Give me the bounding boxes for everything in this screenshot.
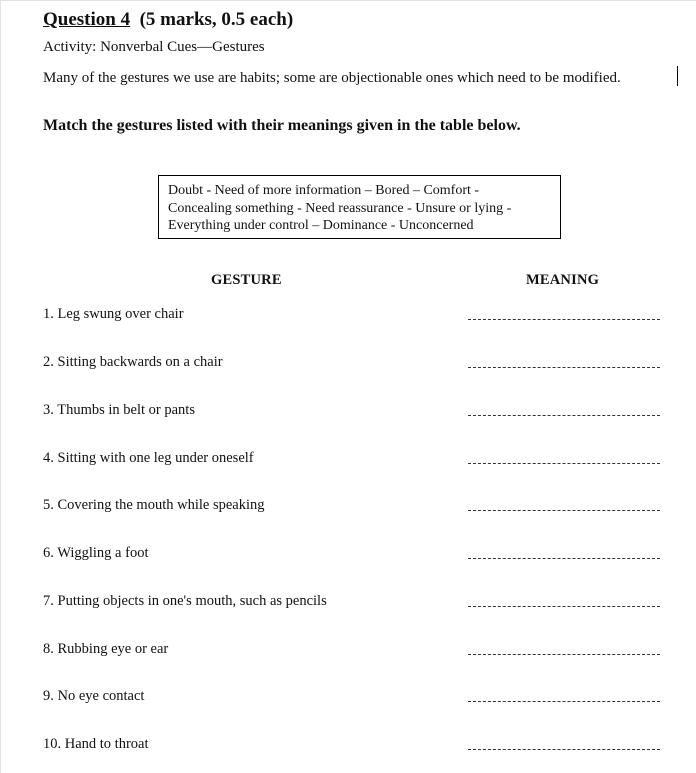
meaning-answer-blank[interactable] [468,463,660,464]
gesture-text: 8. Rubbing eye or ear [43,641,169,657]
gesture-text: 4. Sitting with one leg under oneself [43,450,254,466]
meaning-answer-blank[interactable] [468,415,660,416]
gesture-row [43,450,663,474]
word-box-line: Doubt - Need of more information – Bored – Comfort - [168,183,480,198]
word-box-line: Everything under control – Dominance - Unconcerned [168,218,474,233]
gesture-text: 2. Sitting backwards on a chair [43,354,223,370]
gesture-row [43,545,663,569]
gesture-text: 7. Putting objects in one's mouth, such as pencils [43,593,327,609]
gesture-row [43,497,663,521]
gesture-row [43,306,663,330]
question-marks: (5 marks, 0.5 each) [139,9,294,30]
instruction-text: Match the gestures listed with their meanings given in the table below. [43,117,521,134]
gesture-text: 3. Thumbs in belt or pants [43,402,195,418]
meaning-answer-blank[interactable] [468,510,660,511]
gesture-text: 5. Covering the mouth while speaking [43,497,265,513]
gesture-row [43,736,663,760]
gesture-text: 10. Hand to throat [43,736,149,752]
text-cursor [677,66,678,86]
meaning-answer-blank[interactable] [468,606,660,607]
question-number: Question 4 [43,9,131,30]
activity-label: Activity: Nonverbal Cues—Gestures [43,39,265,55]
gesture-column-header: GESTURE [211,272,282,288]
page-left-edge [0,0,1,773]
gesture-text: 9. No eye contact [43,688,145,704]
meaning-column-header: MEANING [526,272,600,288]
gesture-row [43,354,663,378]
meaning-answer-blank[interactable] [468,701,660,702]
meaning-answer-blank[interactable] [468,319,660,320]
gesture-row [43,641,663,665]
gesture-row [43,593,663,617]
meaning-answer-blank[interactable] [468,367,660,368]
page-top-edge [0,0,696,1]
gesture-row [43,402,663,426]
intro-paragraph[interactable]: Many of the gestures we use are habits; some are objectionable ones which need to be modified. [43,70,621,86]
gesture-text: 1. Leg swung over chair [43,306,184,322]
meaning-answer-blank[interactable] [468,558,660,559]
meaning-answer-blank[interactable] [468,654,660,655]
gesture-text: 6. Wiggling a foot [43,545,149,561]
word-box-line: Concealing something - Need reassurance - Unsure or lying - [168,200,512,216]
meanings-word-box [158,175,561,239]
question-title [43,9,293,31]
meaning-answer-blank[interactable] [468,749,660,750]
gesture-row [43,688,663,712]
